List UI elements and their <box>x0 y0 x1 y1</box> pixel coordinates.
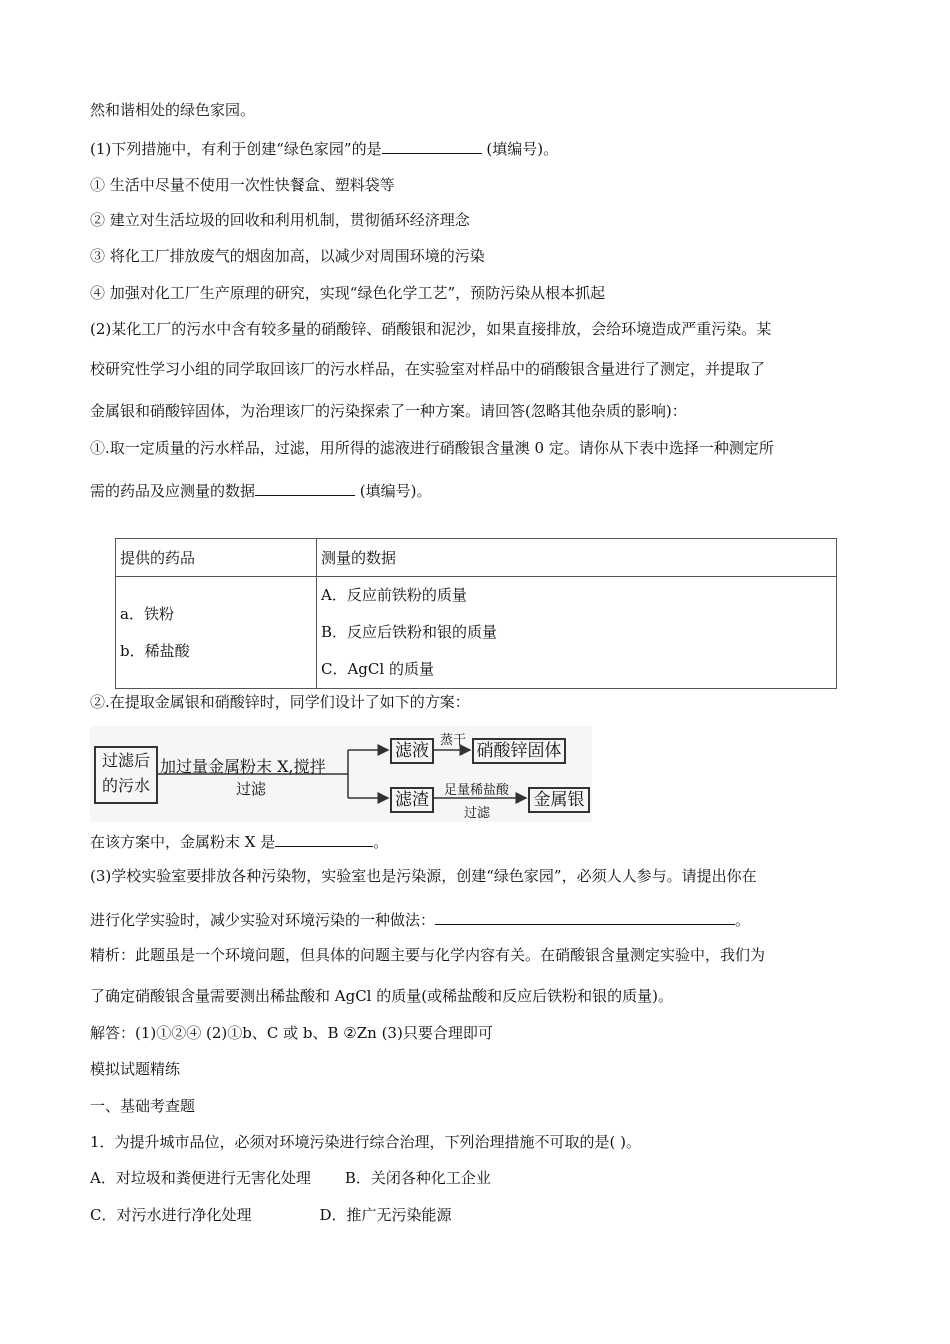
option-a: A．对垃圾和粪便进行无害化处理 <box>90 1169 311 1187</box>
q3-line-1: (3)学校实验室要排放各种污染物，实验室也是污染源，创建“绿色家园”，必须人人参与。请提出你在 <box>90 867 757 885</box>
question-1-options-cd <box>90 1205 452 1225</box>
q2-1-line-1: ①.取一定质量的污水样品，过滤，用所得的滤液进行硝酸银含量澳 0 定。请你从下表中选择一种测定所 <box>90 439 774 457</box>
analysis-line-1: 精析：此题虽是一个环境问题，但具体的问题主要与化学内容有关。在硝酸银含量测定实验中，我们为 <box>90 946 766 964</box>
data-option-b: B．反应后铁粉和银的质量 <box>321 623 498 641</box>
filter2-label: 过滤 <box>464 806 491 821</box>
option-d: D．推广无污染能源 <box>319 1206 452 1224</box>
q3-line-2 <box>90 908 750 930</box>
polluted-water-box <box>94 746 158 804</box>
q1-prefix: (1)下列措施中，有利于创建“绿色家园”的是 <box>90 140 382 158</box>
q2-2-answer-line <box>90 830 388 852</box>
residue-box: 滤渣 <box>390 787 434 813</box>
measure-item-1: ① 生活中尽量不使用一次性快餐盒、塑料袋等 <box>90 176 395 194</box>
q2-1-suffix: (填编号)。 <box>355 482 432 500</box>
question-1-options-ab <box>90 1168 491 1188</box>
reagent-a: a．铁粉 <box>120 604 174 623</box>
q1-suffix: (填编号)。 <box>481 140 559 158</box>
zinc-nitrate-box: 硝酸锌固体 <box>472 738 566 764</box>
option-c: C．对污水进行净化处理 <box>90 1206 252 1224</box>
analysis-line-2: 了确定硝酸银含量需要测出稀盐酸和 AgCl 的质量(或稀盐酸和反应后铁粉和银的质量)。 <box>90 987 673 1005</box>
table-header-row <box>116 539 837 577</box>
step1-filter-label: 过滤 <box>236 780 267 798</box>
header-data: 测量的数据 <box>317 539 837 577</box>
reagent-cell <box>116 577 317 689</box>
question-1-line <box>90 137 558 159</box>
q2-1-line-2 <box>90 479 432 501</box>
section-title: 模拟试题精练 <box>90 1060 181 1078</box>
measure-item-2: ② 建立对生活垃圾的回收和利用机制，贯彻循环经济理念 <box>90 211 470 229</box>
filtrate-box: 滤液 <box>390 738 434 764</box>
q2-2-suffix: 。 <box>373 833 389 851</box>
q2-2-prefix: 在该方案中，金属粉末 X 是 <box>90 833 276 851</box>
measure-item-3: ③ 将化工厂排放废气的烟囱加高，以减少对周围环境的污染 <box>90 247 485 265</box>
q2-paragraph-line-3: 金属银和硝酸锌固体，为治理该厂的污染探索了一种方案。请回答(忽略其他杂质的影响)： <box>90 402 687 420</box>
q3-answer-blank[interactable] <box>435 908 735 925</box>
q1-answer-blank[interactable] <box>382 137 482 154</box>
q2-paragraph-line-2: 校研究性学习小组的同学取回该厂的污水样品，在实验室对样品中的硝酸银含量进行了测定，并提取了 <box>90 360 766 378</box>
acid-label: 足量稀盐酸 <box>444 783 510 798</box>
intro-tail: 然和谐相处的绿色家园。 <box>90 101 256 119</box>
data-cell <box>317 577 837 689</box>
process-flowchart <box>90 726 592 822</box>
q2-2-answer-blank[interactable] <box>275 830 373 847</box>
header-reagent: 提供的药品 <box>116 539 317 577</box>
data-option-c: C．AgCl 的质量 <box>321 660 434 678</box>
start-line-1: 过滤后 <box>101 751 150 770</box>
answer-line: 解答：(1)①②④ (2)①b、C 或 b、B ②Zn (3)只要合理即可 <box>90 1024 493 1042</box>
q2-paragraph-line-1: (2)某化工厂的污水中含有较多量的硝酸锌、硝酸银和泥沙，如果直接排放，会给环境造成严重污染。某 <box>90 320 772 338</box>
q2-1-prefix: 需的药品及应测量的数据 <box>90 482 256 500</box>
q2-1-answer-blank[interactable] <box>255 479 355 496</box>
data-option-a: A．反应前铁粉的质量 <box>321 586 467 604</box>
measure-item-4: ④ 加强对化工厂生产原理的研究，实现“绿色化学工艺”，预防污染从根本抓起 <box>90 284 606 302</box>
evaporate-label: 蒸干 <box>440 733 467 748</box>
q3-suffix: 。 <box>735 911 751 929</box>
step1-label: 加过量金属粉末 X,搅拌 <box>160 757 326 776</box>
option-b: B．关闭各种化工企业 <box>344 1169 491 1187</box>
table-row <box>116 577 837 689</box>
reagent-b: b．稀盐酸 <box>120 641 190 660</box>
q3-prefix: 进行化学实验时，减少实验对环境污染的一种做法： <box>90 911 436 929</box>
start-line-2: 的污水 <box>101 776 150 795</box>
reagent-table <box>115 538 837 689</box>
silver-box: 金属银 <box>528 787 590 813</box>
q2-2-intro: ②.在提取金属银和硝酸锌时，同学们设计了如下的方案： <box>90 693 470 711</box>
subsection-title: 一、基础考查题 <box>90 1097 196 1115</box>
question-1-stem: 1．为提升城市品位，必须对环境污染进行综合治理，下列治理措施不可取的是( )。 <box>90 1133 642 1151</box>
